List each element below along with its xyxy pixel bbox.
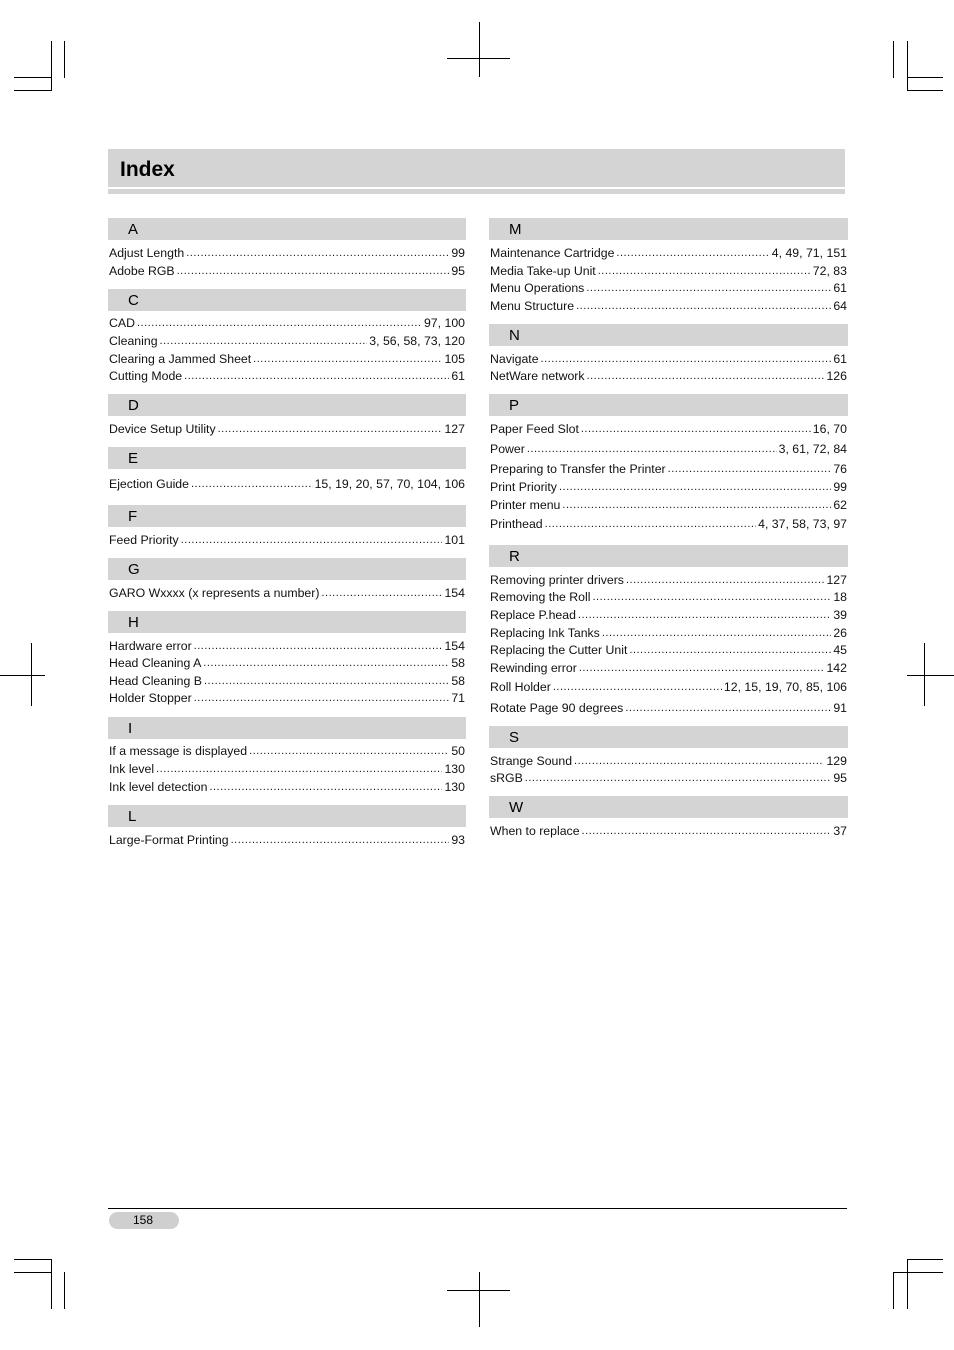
dot-leader [562, 498, 831, 513]
section-header-w [489, 796, 848, 818]
dot-leader [527, 442, 777, 457]
dot-leader [177, 264, 450, 279]
section-letter: P [509, 397, 520, 414]
index-pages: 99 [833, 480, 847, 494]
dot-leader [186, 246, 449, 261]
index-entry [109, 533, 465, 548]
dot-leader [181, 533, 443, 548]
section-header-l [108, 805, 466, 827]
dot-leader [156, 762, 442, 777]
index-pages: 3, 56, 58, 73, 120 [369, 334, 465, 348]
index-entry [490, 246, 847, 261]
section-letter: N [509, 327, 520, 344]
index-term: Cleaning [109, 334, 158, 348]
dot-leader [579, 661, 825, 676]
index-pages: 129 [826, 754, 847, 768]
dot-leader [574, 754, 824, 769]
index-term: Feed Priority [109, 533, 179, 547]
index-entry [490, 462, 847, 477]
index-term: CAD [109, 316, 135, 330]
index-term: Navigate [490, 352, 539, 366]
index-entry [490, 824, 847, 839]
index-entry [490, 264, 847, 279]
dot-leader [581, 422, 811, 437]
index-entry [109, 780, 465, 795]
section-letter: F [128, 508, 138, 525]
index-entry [109, 369, 465, 384]
index-term: Menu Operations [490, 281, 585, 295]
index-term: Adjust Length [109, 246, 185, 260]
index-term: Preparing to Transfer the Printer [490, 462, 666, 476]
index-term: Head Cleaning B [109, 674, 202, 688]
index-term: Removing the Roll [490, 590, 591, 604]
index-term: Holder Stopper [109, 691, 192, 705]
index-entry [490, 281, 847, 296]
dot-leader [559, 480, 831, 495]
section-header-g [108, 558, 466, 580]
section-header-h [108, 611, 466, 633]
index-term: NetWare network [490, 369, 585, 383]
index-term: Ejection Guide [109, 477, 189, 491]
index-entry [109, 246, 465, 261]
page-title-bar [108, 149, 845, 187]
dot-leader [218, 422, 443, 437]
index-entry [490, 754, 847, 769]
index-pages: 61 [451, 369, 465, 383]
dot-leader [194, 691, 450, 706]
section-letter: H [128, 614, 139, 631]
dot-leader [204, 674, 449, 689]
index-pages: 61 [833, 281, 847, 295]
index-pages: 154 [444, 639, 465, 653]
index-pages: 58 [451, 656, 465, 670]
index-entry [490, 608, 847, 623]
index-entry [490, 442, 847, 457]
dot-leader [586, 281, 831, 296]
section-header-f [108, 505, 466, 527]
index-entry [109, 334, 465, 349]
index-entry [109, 422, 465, 437]
index-pages: 16, 70 [812, 422, 847, 436]
dot-leader [602, 626, 831, 641]
index-entry [490, 573, 847, 588]
index-pages: 50 [451, 744, 465, 758]
dot-leader [629, 643, 831, 658]
index-pages: 142 [826, 661, 847, 675]
index-pages: 93 [451, 833, 465, 847]
index-pages: 99 [451, 246, 465, 260]
index-entry [109, 674, 465, 689]
section-header-n [489, 324, 848, 346]
section-letter: E [128, 450, 139, 467]
index-term: Removing printer drivers [490, 573, 624, 587]
index-pages: 101 [444, 533, 465, 547]
index-pages: 26 [833, 626, 847, 640]
index-entry [109, 656, 465, 671]
dot-leader [576, 299, 831, 314]
dot-leader [626, 573, 825, 588]
section-header-c [108, 289, 466, 311]
index-pages: 37 [833, 824, 847, 838]
section-header-m [489, 218, 848, 240]
dot-leader [160, 334, 368, 349]
section-header-p [489, 394, 848, 416]
index-term: Print Priority [490, 480, 557, 494]
index-entry [490, 771, 847, 786]
index-term: Hardware error [109, 639, 192, 653]
index-pages: 15, 19, 20, 57, 70, 104, 106 [314, 477, 465, 491]
index-term: Replacing the Cutter Unit [490, 643, 628, 657]
index-entry [490, 643, 847, 658]
dot-leader [625, 701, 831, 716]
index-pages: 127 [826, 573, 847, 587]
dot-leader [209, 780, 442, 795]
dot-leader [582, 824, 832, 839]
index-term: Roll Holder [490, 680, 551, 694]
index-pages: 72, 83 [812, 264, 847, 278]
index-term: Device Setup Utility [109, 422, 216, 436]
index-pages: 126 [826, 369, 847, 383]
index-pages: 91 [833, 701, 847, 715]
index-entry [490, 626, 847, 641]
section-letter: L [128, 808, 137, 825]
section-header-i [108, 717, 466, 739]
index-entry [490, 480, 847, 495]
index-pages: 71 [451, 691, 465, 705]
section-header-d [108, 394, 466, 416]
index-pages: 4, 49, 71, 151 [771, 246, 847, 260]
dot-leader [553, 680, 722, 695]
dot-leader [249, 744, 449, 759]
dot-leader [541, 352, 832, 367]
dot-leader [545, 517, 756, 532]
index-entry [490, 369, 847, 384]
dot-leader [253, 352, 442, 367]
index-pages: 39 [833, 608, 847, 622]
dot-leader [578, 608, 831, 623]
index-term: Maintenance Cartridge [490, 246, 615, 260]
dot-leader [203, 656, 449, 671]
index-entry [490, 590, 847, 605]
section-letter: W [509, 799, 524, 816]
index-pages: 130 [444, 762, 465, 776]
index-entry [109, 744, 465, 759]
index-term: Printer menu [490, 498, 561, 512]
index-pages: 45 [833, 643, 847, 657]
index-term: Paper Feed Slot [490, 422, 579, 436]
index-pages: 130 [444, 780, 465, 794]
index-term: Printhead [490, 517, 543, 531]
dot-leader [598, 264, 811, 279]
index-pages: 61 [833, 352, 847, 366]
index-entry [490, 661, 847, 676]
index-pages: 18 [833, 590, 847, 604]
section-letter: R [509, 548, 520, 565]
index-pages: 62 [833, 498, 847, 512]
dot-leader [587, 369, 825, 384]
dot-leader [137, 316, 422, 331]
dot-leader [184, 369, 449, 384]
page-number-badge [109, 1212, 179, 1229]
index-term: If a message is displayed [109, 744, 248, 758]
dot-leader [194, 639, 443, 654]
index-entry [109, 264, 465, 279]
index-term: Rewinding error [490, 661, 577, 675]
index-term: Ink level [109, 762, 155, 776]
index-pages: 154 [444, 586, 465, 600]
index-term: Large-Format Printing [109, 833, 229, 847]
index-entry [109, 833, 465, 848]
section-header-s [489, 726, 848, 748]
footer-rule [108, 1208, 847, 1209]
index-pages: 76 [833, 462, 847, 476]
index-term: Clearing a Jammed Sheet [109, 352, 252, 366]
index-pages: 3, 61, 72, 84 [778, 442, 847, 456]
index-term: When to replace [490, 824, 580, 838]
index-entry [109, 316, 465, 331]
index-term: Ink level detection [109, 780, 208, 794]
index-entry [109, 352, 465, 367]
section-header-e [108, 447, 466, 469]
index-entry [490, 498, 847, 513]
dot-leader [191, 477, 313, 492]
index-entry [490, 517, 847, 532]
index-term: Power [490, 442, 525, 456]
index-term: Head Cleaning A [109, 656, 202, 670]
index-pages: 58 [451, 674, 465, 688]
index-entry [109, 639, 465, 654]
index-entry [490, 680, 847, 695]
page-number: 158 [133, 1213, 154, 1227]
dot-leader [592, 590, 831, 605]
page-title: Index [120, 158, 175, 181]
section-letter: A [128, 221, 139, 238]
index-pages: 97, 100 [423, 316, 465, 330]
section-letter: G [128, 561, 140, 578]
index-term: Replace P.head [490, 608, 576, 622]
index-pages: 64 [833, 299, 847, 313]
index-entry [109, 691, 465, 706]
index-pages: 127 [444, 422, 465, 436]
index-term: Rotate Page 90 degrees [490, 701, 624, 715]
section-letter: D [128, 397, 139, 414]
index-entry [109, 477, 465, 492]
index-term: Cutting Mode [109, 369, 183, 383]
index-term: Strange Sound [490, 754, 573, 768]
index-term: Menu Structure [490, 299, 575, 313]
dot-leader [321, 586, 442, 601]
index-pages: 12, 15, 19, 70, 85, 106 [723, 680, 847, 694]
dot-leader [525, 771, 832, 786]
index-entry [490, 422, 847, 437]
dot-leader [616, 246, 769, 261]
section-header-a [108, 218, 466, 240]
index-pages: 95 [451, 264, 465, 278]
index-entry [109, 586, 465, 601]
dot-leader [668, 462, 832, 477]
section-letter: M [509, 221, 522, 238]
index-entry [490, 299, 847, 314]
section-header-r [489, 545, 848, 567]
dot-leader [231, 833, 450, 848]
section-letter: S [509, 729, 520, 746]
index-term: sRGB [490, 771, 523, 785]
index-entry [109, 762, 465, 777]
index-pages: 4, 37, 58, 73, 97 [758, 517, 847, 531]
index-term: Replacing Ink Tanks [490, 626, 600, 640]
index-pages: 95 [833, 771, 847, 785]
index-entry [490, 701, 847, 716]
index-pages: 105 [444, 352, 465, 366]
section-letter: I [128, 720, 133, 737]
index-term: Media Take-up Unit [490, 264, 596, 278]
section-letter: C [128, 292, 139, 309]
index-entry [490, 352, 847, 367]
index-term: Adobe RGB [109, 264, 175, 278]
index-term: GARO Wxxxx (x represents a number) [109, 586, 320, 600]
